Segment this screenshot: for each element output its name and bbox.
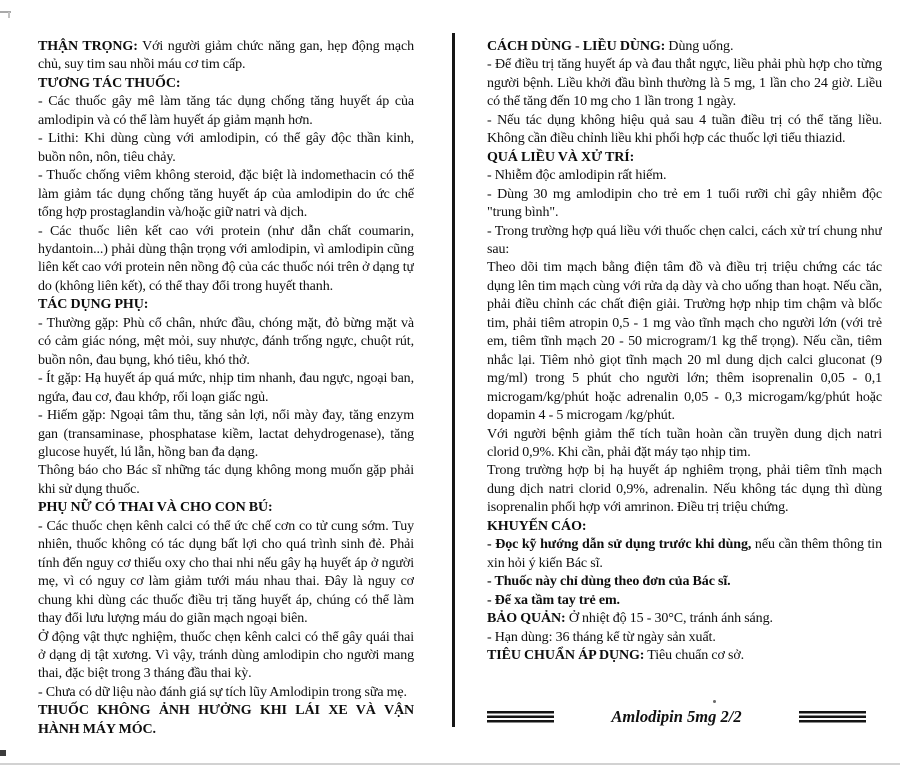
paragraph: - Hiếm gặp: Ngoại tâm thu, tăng sản lợi, nổi mày đay, tăng enzym gan (transaminase, phosphatase kiềm, lactat dehydrogenase), tăng glucose huyết, lú lẫn, hồng ban đa dạng. [38,408,414,460]
paragraph: THẬN TRỌNG: Với người giảm chức năng gan, hẹp động mạch chủ, suy tim sau nhồi máu cơ tim cấp. [38,39,414,73]
paragraph: - Hạn dùng: 36 tháng kể từ ngày sản xuất. [487,629,716,645]
print-registration-mark-left-icon [487,711,554,724]
paragraph: CÁCH DÙNG - LIỀU DÙNG: Dùng uống. [487,39,734,54]
scan-speck [0,750,6,756]
paragraph: - Để điều trị tăng huyết áp và đau thắt ngực, liều phải phù hợp cho từng người bệnh. Liều khởi đầu bình thường là 5 mg, 1 lần cho 24 giờ. Liều có thể tăng đến 10 mg cho 1 lần trong 1 ngày. [487,57,882,110]
paragraph: - Nhiễm độc amlodipin rất hiếm. [487,168,667,184]
section-heading: TIÊU CHUẨN ÁP DỤNG: [487,647,645,663]
print-registration-mark-right-icon [799,711,866,724]
section-heading: KHUYẾN CÁO: [487,518,587,534]
paragraph: TIÊU CHUẨN ÁP DỤNG: Tiêu chuẩn cơ sở. [487,647,745,663]
paragraph: - Các thuốc gây mê làm tăng tác dụng chống tăng huyết áp của amlodipin và có thể làm huyết áp giảm mạnh hơn. [38,94,414,128]
paragraph: - Nếu tác dụng không hiệu quả sau 4 tuần điều trị có thể tăng liều. Không cần điều chỉnh liều khi phối hợp các thuốc lợi tiểu thiazid. [487,112,882,147]
paragraph: - Thuốc chống viêm không steroid, đặc biệt là indomethacin có thể làm giảm tác dụng chống tăng huyết áp của amlodipin do ức chế tổng hợp prostaglandin và/hoặc giữ natri và dịch. [38,168,414,221]
scan-speck [713,700,716,703]
column-divider [452,33,455,727]
paragraph [38,75,414,93]
paragraph [487,518,882,536]
section-heading: QUÁ LIỀU VÀ XỬ TRÍ: [487,149,635,165]
scan-corner-mark [8,12,10,18]
paragraph: - Thường gặp: Phù cổ chân, nhức đầu, chóng mặt, đỏ bừng mặt và có cảm giác nóng, mệt mỏi, suy nhược, đánh trống ngực, chuột rút, buồn nôn, đau bụng, khó tiêu, khó thở. [38,315,414,368]
section-heading: - Đọc kỹ hướng dẫn sử dụng trước khi dùng, [487,537,752,553]
paragraph: - Đọc kỹ hướng dẫn sử dụng trước khi dùng, nếu cần thêm thông tin xin hỏi ý kiến Bác sĩ. [487,537,882,571]
paragraph [487,149,882,167]
paragraph: - Các thuốc liên kết cao với protein (như dẫn chất coumarin, hydantoin...) phải dùng thận trọng với amlodipin, vì amlodipin cũng liên kết cao với protein nên nồng độ của các thuốc nói trên ở dạng tự do (không liên kết), có thể thay đổi trong huyết thanh. [38,223,414,294]
paragraph: - Trong trường hợp quá liều với thuốc chẹn calci, cách xử trí chung như sau: [487,223,882,257]
paragraph: - Ít gặp: Hạ huyết áp quá mức, nhịp tim nhanh, đau ngực, ngoại ban, ngứa, đau cơ, đau khớp, rối loạn giấc ngủ. [38,371,414,405]
paragraph [487,573,882,591]
paragraph: - Lithi: Khi dùng cùng với amlodipin, có thể gây độc thần kinh, buồn nôn, nôn, tiêu chảy. [38,131,414,165]
section-heading: - Thuốc này chỉ dùng theo đơn của Bác sĩ. [487,574,731,590]
right-column [487,38,882,700]
paragraph: Theo dõi tim mạch bằng điện tâm đồ và điều trị triệu chứng các tác dụng lên tim mạch cùng với rửa dạ dày và cho uống than hoạt. Nếu cần, phải điều chỉnh các chất điện giải. Trường hợp nhịp tim chậm và blốc tim, phải tiêm atropin 0,5 - 1 mg vào tĩnh mạch cho người lớn (với trẻ em, tiêm tĩnh mạch 20 - 50 microgram/1 kg thể trọng). Nếu cần, tiêm nhắc lại. Tiêm nhỏ giọt tĩnh mạch 20 ml dung dịch calci gluconat (9 mg/ml) trong 5 phút cho người lớn; thêm isoprenalin 0,05 - 0,1 microgam/kg/phút hoặc adrenalin 0,05 - 0,3 microgam/kg/phút hoặc dopamin 4 - 5 microgam /kg/phút. [487,260,882,424]
left-column [38,38,414,744]
section-heading: CÁCH DÙNG - LIỀU DÙNG: [487,39,666,54]
page-footer [487,706,866,728]
paragraph: - Dùng 30 mg amlodipin cho trẻ em 1 tuổi rưỡi chỉ gây nhiễm độc "trung bình". [487,186,882,221]
paragraph: Trong trường hợp bị hạ huyết áp nghiêm trọng, phải tiêm tĩnh mạch dung dịch natri clorid 0,9%, adrenalin. Nếu không tác dụng thì dùng isoprenalin phối hợp với amrinon. Điều trị triệu chứng. [487,463,882,516]
section-heading: TÁC DỤNG PHỤ: [38,297,149,313]
paragraph: - Các thuốc chẹn kênh calci có thể ức chế cơn co tử cung sớm. Tuy nhiên, thuốc không có tác dụng bất lợi cho quá trình sinh đẻ. Phải tính đến nguy cơ thiếu oxy cho thai nhi nếu gây hạ huyết áp ở người mẹ, vì có nguy cơ làm giảm tưới máu nhau thai. Đây là nguy cơ chung khi dùng các thuốc điều trị tăng huyết áp, chúng có thể làm thay đổi lưu lượng máu do giãn mạch ngoại biên. [38,518,414,627]
paragraph [38,296,414,314]
paragraph [38,702,414,739]
scan-bottom-edge [0,763,900,765]
section-heading: THẬN TRỌNG: [38,39,138,54]
section-heading: - Để xa tầm tay trẻ em. [487,592,620,608]
page-footer-label: Amlodipin 5mg 2/2 [611,707,742,726]
section-heading: THUỐC KHÔNG ẢNH HƯỞNG KHI LÁI XE VÀ VẬN HÀNH MÁY MÓC. [38,703,414,737]
section-heading: BẢO QUẢN: [487,611,566,627]
paragraph [487,592,882,610]
paragraph: Với người bệnh giảm thể tích tuần hoàn cần truyền dung dịch natri clorid 0,9%. Khi cần, phải đặt máy tạo nhịp tim. [487,426,882,460]
paragraph: BẢO QUẢN: Ở nhiệt độ 15 - 30°C, tránh ánh sáng. [487,611,773,627]
paragraph: Ở động vật thực nghiệm, thuốc chẹn kênh calci có thể gây quái thai ở dạng dị tật xương. Vì vậy, tránh dùng amlodipin cho người mang thai, đặc biệt trong 3 tháng đầu thai kỳ. [38,629,414,682]
paragraph: Thông báo cho Bác sĩ những tác dụng không mong muốn gặp phải khi sử dụng thuốc. [38,463,414,497]
section-heading: PHỤ NỮ CÓ THAI VÀ CHO CON BÚ: [38,500,273,516]
paragraph: - Chưa có dữ liệu nào đánh giá sự tích lũy Amlodipin trong sữa mẹ. [38,684,407,700]
paragraph [38,499,414,517]
section-heading: TƯƠNG TÁC THUỐC: [38,75,181,91]
